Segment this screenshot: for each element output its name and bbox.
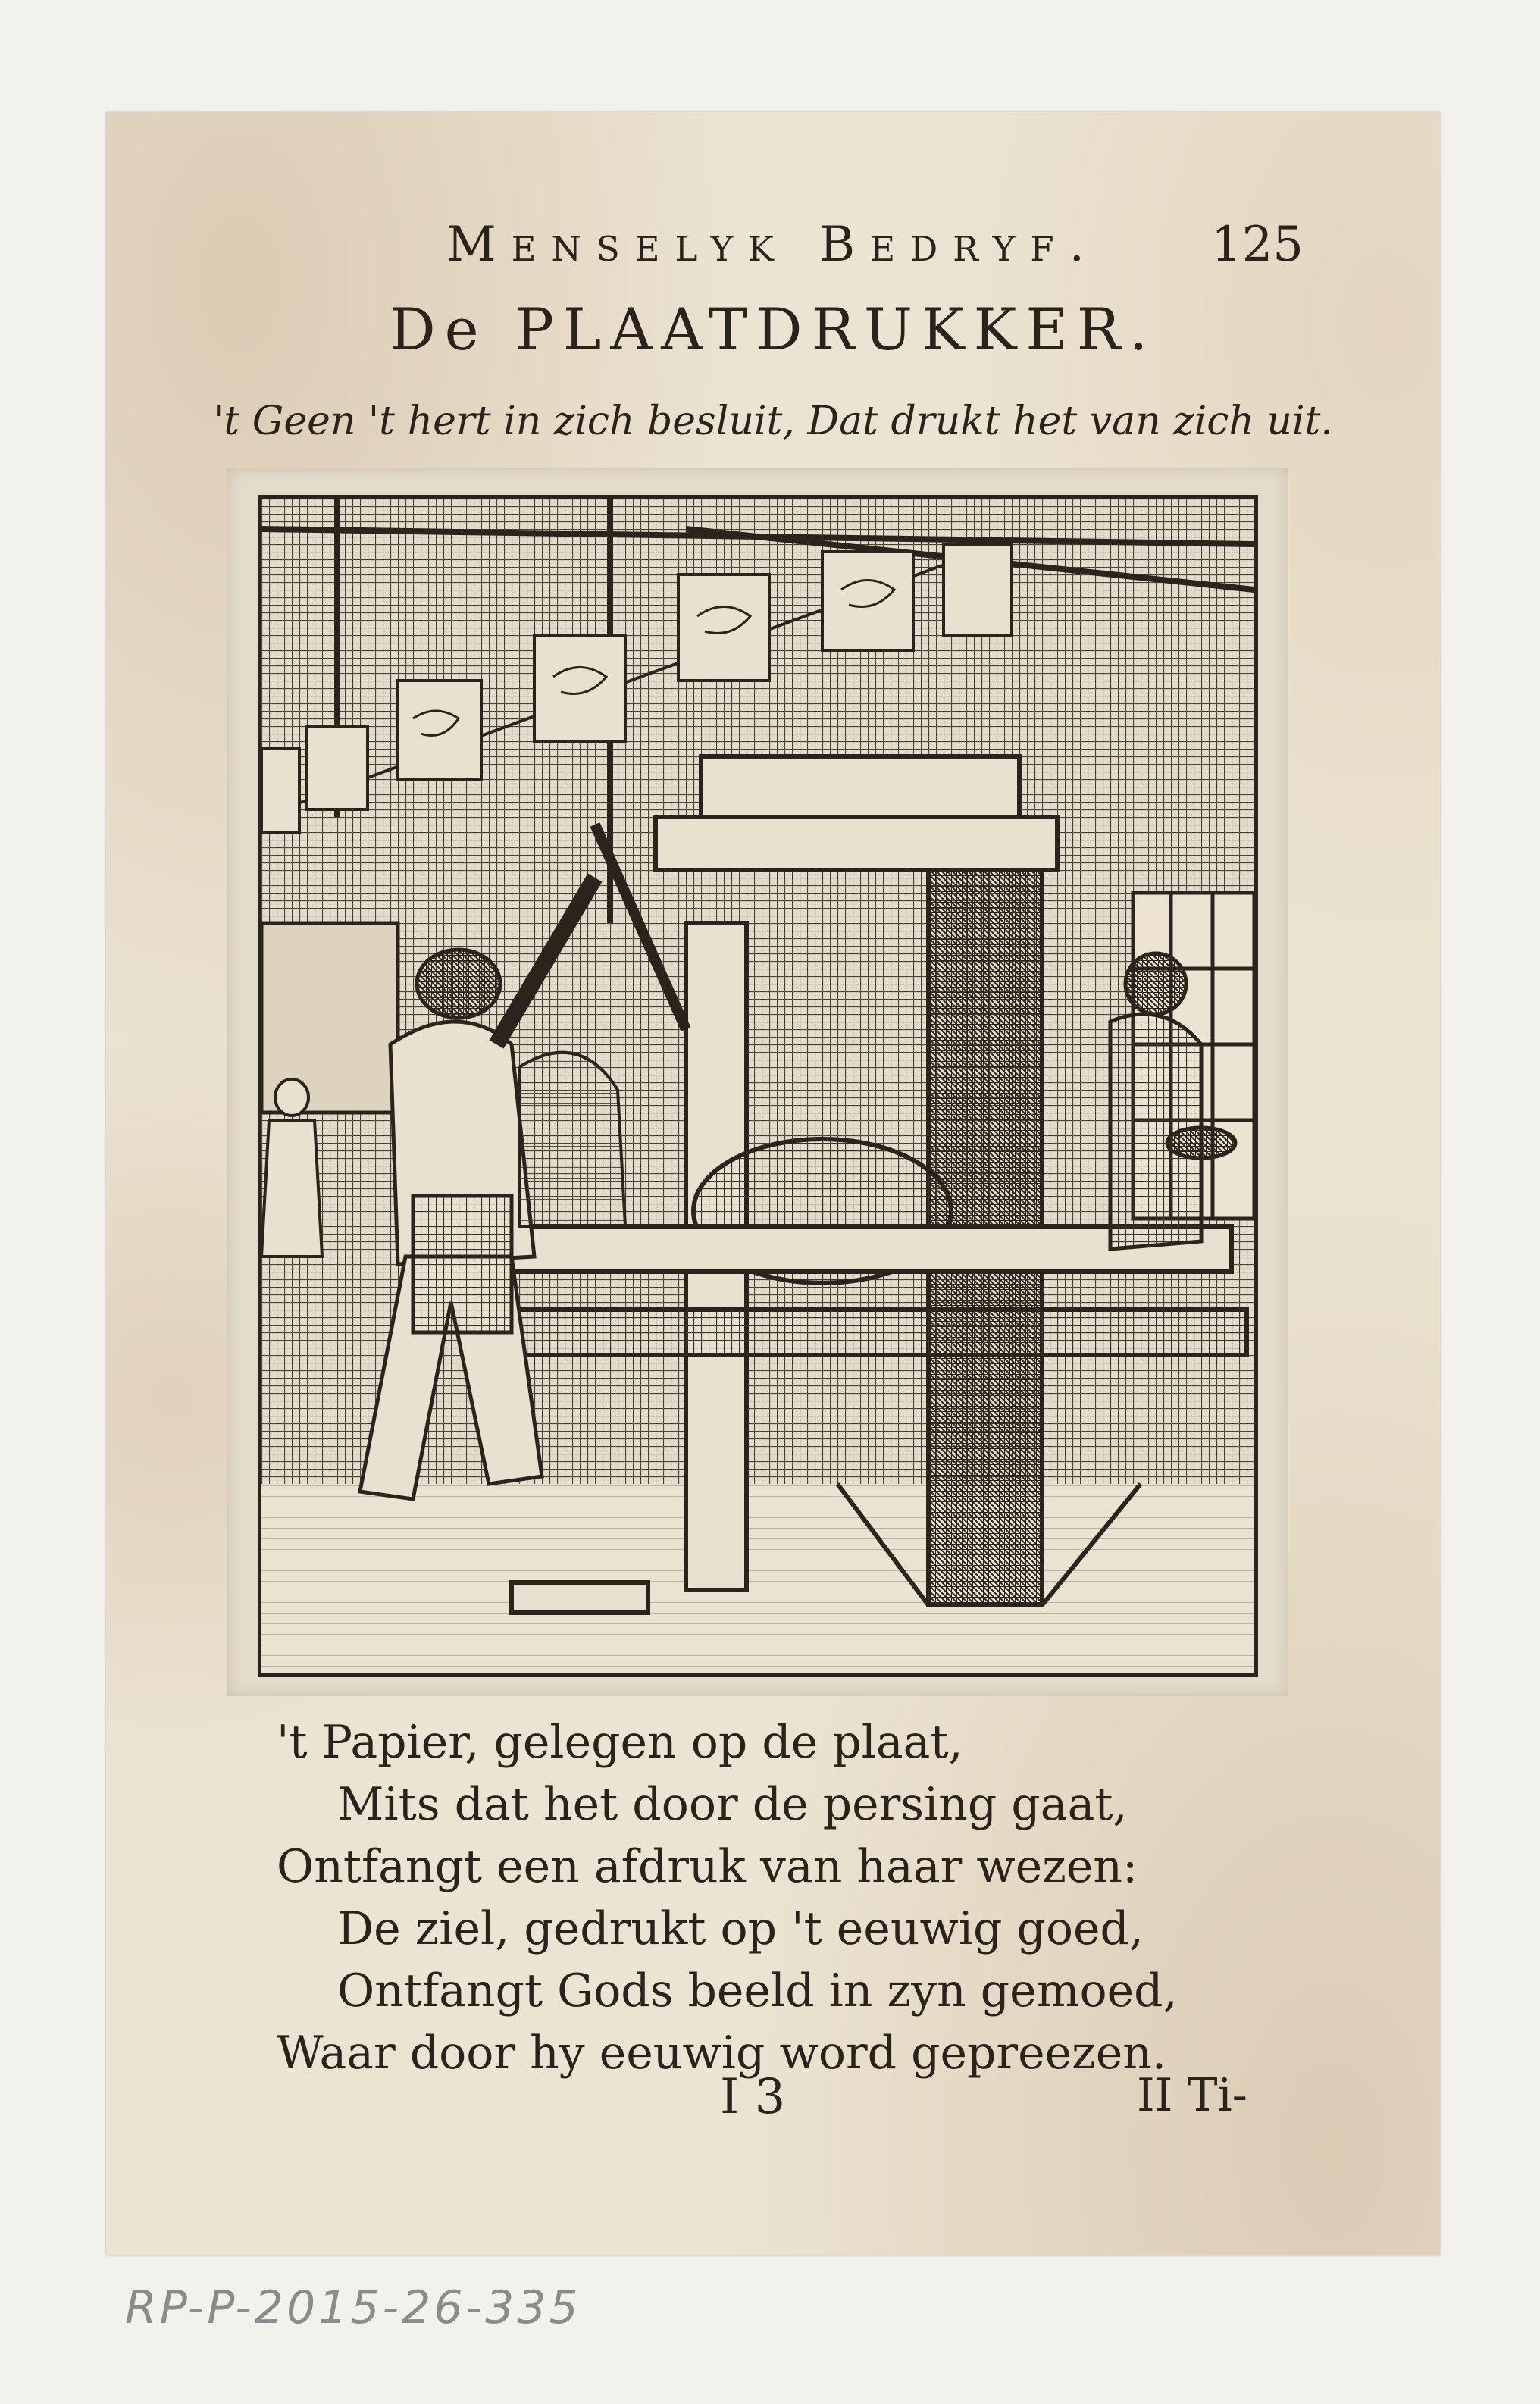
- verse-line: De ziel, gedrukt op 't eeuwig goed,: [337, 1902, 1144, 1955]
- verse-line: Mits dat het door de persing gaat,: [337, 1778, 1128, 1831]
- verse-line: Waar door hy eeuwig word gepreezen.: [277, 2027, 1166, 2080]
- verse-stanza: [277, 1711, 1178, 2084]
- verse-line: Ontfangt een afdruk van haar wezen:: [277, 1840, 1138, 1893]
- engraving-illustration: [258, 495, 1258, 1677]
- running-head: Menselyk Bedryf.: [446, 217, 1100, 273]
- plate-impression: [227, 468, 1288, 1696]
- plate-title: De PLAATDRUKKER.: [389, 296, 1157, 363]
- verse-line: Ontfangt Gods beeld in zyn gemoed,: [337, 1964, 1178, 2017]
- page-number: 125: [1210, 217, 1304, 273]
- signature-mark: I 3: [720, 2069, 786, 2125]
- printing-press-scene: [261, 499, 1254, 1673]
- catchword: II Ti-: [1137, 2069, 1247, 2122]
- book-page: [106, 112, 1440, 2255]
- motto: 't Geen 't hert in zich besluit, Dat drukt het van zich uit.: [213, 399, 1333, 444]
- inventory-number: RP-P-2015-26-335: [125, 2281, 581, 2334]
- verse-line: 't Papier, gelegen op de plaat,: [277, 1716, 963, 1769]
